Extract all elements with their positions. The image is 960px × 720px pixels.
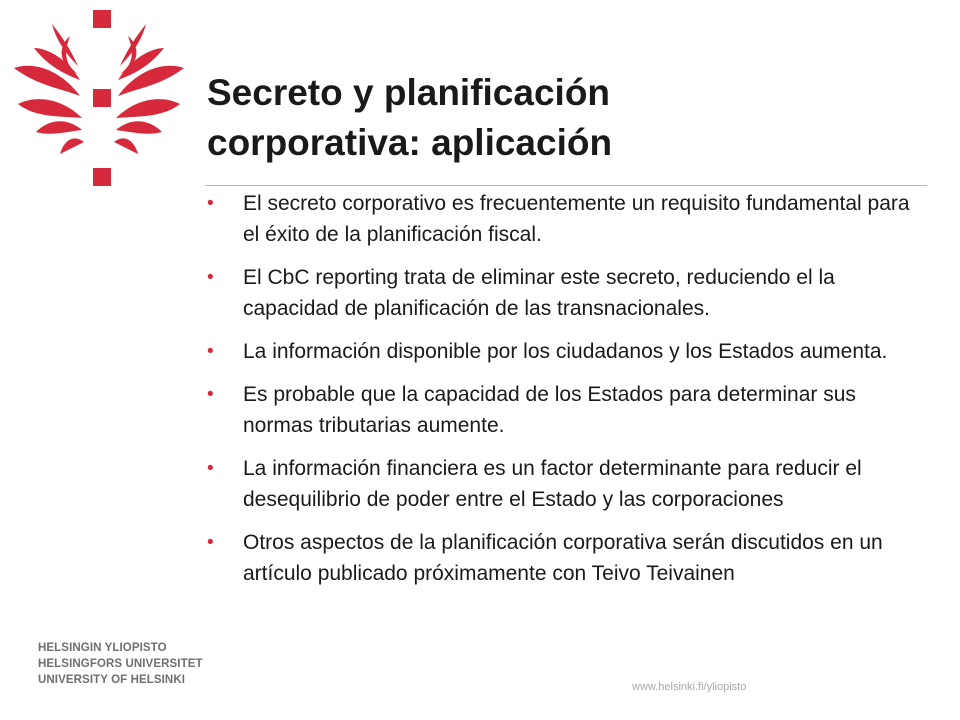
bullet-text: El secreto corporativo es frecuentemente un requisito fundamental para el éxito de la planificación fiscal. — [243, 192, 910, 246]
bullet-icon: • — [207, 458, 214, 479]
university-name-line: HELSINGFORS UNIVERSITET — [38, 658, 203, 670]
bullet-text: Otros aspectos de la planificación corporativa serán discutidos en un artículo publicado próximamente con Teivo Teivainen — [243, 531, 883, 585]
slide-title-line: Secreto y planificación — [207, 72, 611, 113]
bullet-list — [203, 188, 923, 601]
bullet-icon: • — [207, 193, 214, 214]
university-name-line: HELSINGIN YLIOPISTO — [38, 642, 167, 654]
university-name-line: UNIVERSITY OF HELSINKI — [38, 674, 186, 686]
bullet-item — [203, 527, 923, 589]
bullet-text: El CbC reporting trata de eliminar este secreto, reduciendo el la capacidad de planificación de las transnacionales. — [243, 266, 835, 320]
bullet-item — [203, 262, 923, 324]
bullet-text: Es probable que la capacidad de los Estados para determinar sus normas tributarias aumente. — [243, 383, 856, 437]
bullet-icon: • — [207, 267, 214, 288]
university-logo-icon — [8, 8, 190, 190]
bullet-icon: • — [207, 384, 214, 405]
bullet-item — [203, 188, 923, 250]
bullet-icon: • — [207, 341, 214, 362]
bullet-icon: • — [207, 532, 214, 553]
slide-title-line: corporativa: aplicación — [207, 122, 613, 163]
bullet-item — [203, 453, 923, 515]
bullet-text: La información financiera es un factor determinante para reducir el desequilibrio de poder entre el Estado y las corporaciones — [243, 457, 862, 511]
slide-title — [207, 68, 927, 168]
bullet-text: La información disponible por los ciudadanos y los Estados aumenta. — [243, 340, 888, 363]
footer-url: www.helsinki.fi/yliopisto — [632, 681, 747, 693]
university-name — [38, 640, 203, 688]
bullet-item — [203, 336, 923, 367]
title-divider — [205, 185, 927, 186]
bullet-item — [203, 379, 923, 441]
